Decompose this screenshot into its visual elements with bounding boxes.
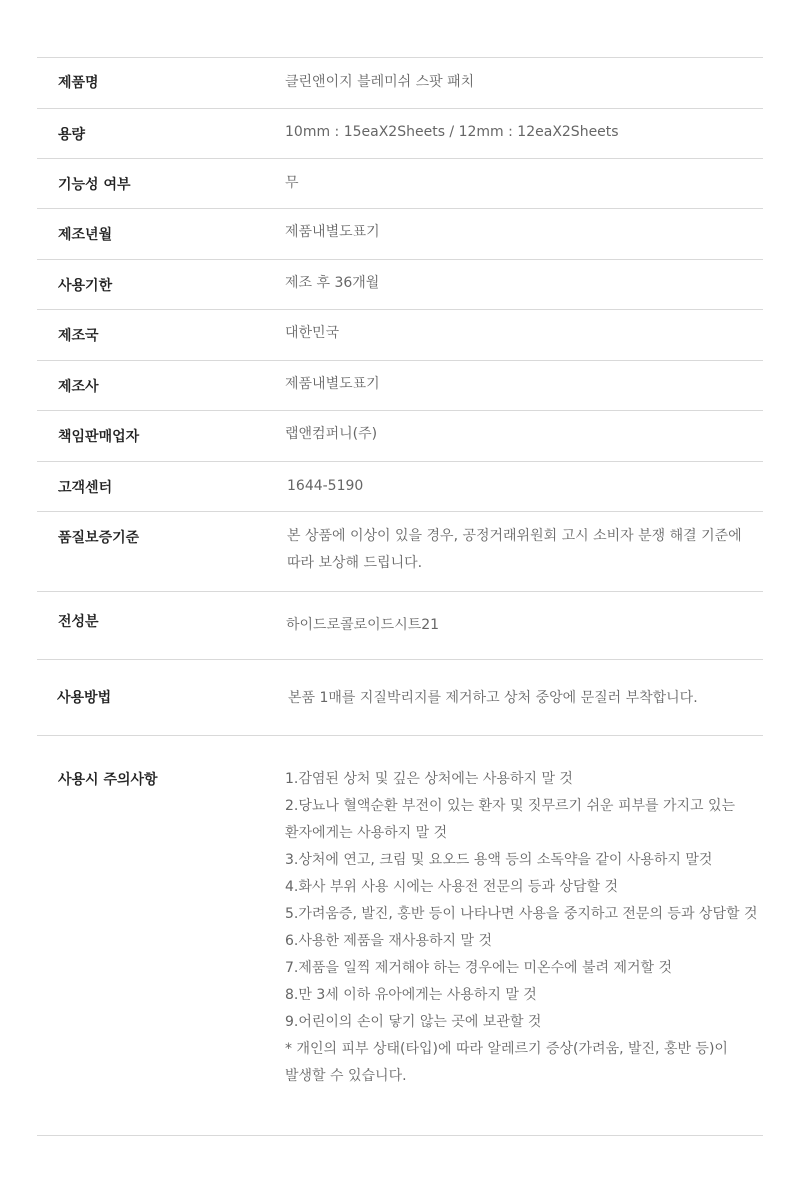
row-label: 제조년월 (58, 227, 113, 243)
value-line: 클린앤이지 블레미쉬 스팟 패치 (285, 74, 475, 90)
value-line: 5.가려움증, 발진, 홍반 등이 나타나면 사용을 중지하고 전문의 등과 상담할 것 (285, 906, 758, 922)
value-line: 6.사용한 제품을 재사용하지 말 것 (285, 933, 492, 949)
value-line: 제품내별도표기 (285, 376, 380, 392)
value-line: 하이드로콜로이드시트21 (286, 617, 440, 633)
row-label: 제조국 (58, 328, 99, 344)
row-label: 사용기한 (58, 278, 113, 294)
row-label: 전성분 (58, 614, 99, 630)
row-label: 기능성 여부 (58, 177, 131, 193)
row-value (285, 219, 753, 246)
table-row (37, 159, 763, 209)
table-row (37, 310, 763, 361)
table-row (37, 109, 763, 159)
row-label: 품질보증기준 (58, 530, 140, 546)
row-label: 제조사 (58, 379, 99, 395)
table-row (37, 660, 763, 736)
table-row (37, 512, 763, 592)
value-line: 9.어린이의 손이 닿기 않는 곳에 보관할 것 (285, 1014, 542, 1030)
value-line: 대한민국 (285, 325, 340, 341)
value-line: 본품 1매를 지질박리지를 제거하고 상처 중앙에 문질러 부착합니다. (288, 690, 698, 706)
value-line: 랩앤컴퍼니(주) (285, 426, 378, 442)
row-value (286, 612, 753, 639)
value-line: 발생할 수 있습니다. (285, 1068, 407, 1084)
table-row (37, 411, 763, 462)
value-line: 1644-5190 (287, 478, 364, 494)
table-row (37, 58, 763, 109)
value-line: 무 (285, 175, 299, 191)
row-value (287, 473, 753, 500)
table-row (37, 260, 763, 310)
table-row (37, 592, 763, 660)
value-line: 10mm : 15eaX2Sheets / 12mm : 12eaX2Sheets (285, 124, 619, 140)
value-line: 4.화사 부위 사용 시에는 사용전 전문의 등과 상담할 것 (285, 879, 618, 895)
table-row (37, 462, 763, 512)
row-label: 고객센터 (58, 480, 113, 496)
value-line: 본 상품에 이상이 있을 경우, 공정거래위원회 고시 소비자 분쟁 해결 기준에 (287, 528, 742, 544)
value-line: 2.당뇨나 혈액순환 부전이 있는 환자 및 짓무르기 쉬운 피부를 가지고 있는 (285, 798, 736, 814)
row-label: 사용방법 (57, 690, 112, 706)
product-info-table (37, 57, 763, 1136)
value-line: 환자에게는 사용하지 말 것 (285, 825, 448, 841)
row-value (285, 421, 753, 448)
value-line: * 개인의 피부 상태(타입)에 따라 알레르기 증상(가려움, 발진, 홍반 등)이 (285, 1041, 728, 1057)
row-value (285, 371, 753, 398)
row-label: 사용시 주의사항 (58, 772, 158, 788)
value-line: 1.감염된 상처 및 깊은 상처에는 사용하지 말 것 (285, 771, 573, 787)
value-line: 3.상처에 연고, 크림 및 요오드 용액 등의 소독약을 같이 사용하지 말것 (285, 852, 713, 868)
value-line: 제품내별도표기 (285, 224, 380, 240)
row-value (285, 270, 753, 297)
row-value (285, 320, 753, 347)
row-value (285, 119, 753, 146)
row-value (285, 170, 753, 197)
value-line: 7.제품을 일찍 제거해야 하는 경우에는 미온수에 불려 제거할 것 (285, 960, 673, 976)
row-label: 제품명 (58, 75, 99, 91)
row-value (285, 69, 753, 96)
value-line: 따라 보상해 드립니다. (287, 555, 423, 571)
row-label: 책임판매업자 (58, 429, 140, 445)
value-line: 제조 후 36개월 (285, 275, 380, 291)
row-label: 용량 (58, 127, 86, 143)
row-value (285, 766, 758, 1090)
value-line: 8.만 3세 이하 유아에게는 사용하지 말 것 (285, 987, 537, 1003)
table-row (37, 361, 763, 411)
table-row (37, 209, 763, 260)
row-value (287, 523, 753, 577)
row-value (288, 685, 753, 712)
table-row (37, 736, 763, 1136)
